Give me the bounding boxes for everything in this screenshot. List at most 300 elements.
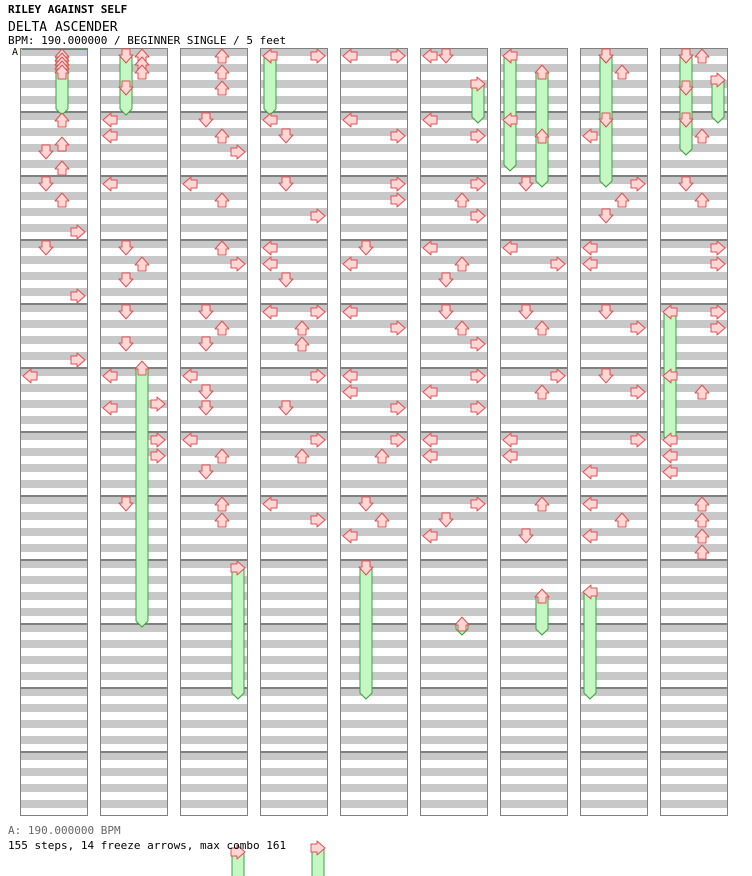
beat-stripe [20,208,88,216]
beat-stripe [500,736,568,744]
beat-stripe [660,176,728,184]
beat-stripe [420,704,488,712]
beat-stripe [20,480,88,488]
beat-stripe [180,304,248,312]
beat-stripe [100,80,168,88]
beat-stripe [20,736,88,744]
beat-stripe [500,624,568,632]
beat-stripe [260,448,328,456]
beat-stripe [580,768,648,776]
beat-stripe [20,512,88,520]
beat-stripe [20,384,88,392]
beat-stripe [660,704,728,712]
beat-stripe [100,288,168,296]
beat-stripe [100,384,168,392]
beat-stripe [260,480,328,488]
beat-stripe [580,560,648,568]
beat-stripe [420,784,488,792]
beat-stripe [500,512,568,520]
beat-stripe [100,352,168,360]
beat-stripe [660,800,728,808]
beat-stripe [580,512,648,520]
beat-stripe [420,416,488,424]
beat-stripe [340,272,408,280]
beat-stripe [340,512,408,520]
beat-stripe [100,768,168,776]
beat-stripe [260,656,328,664]
beat-stripe [420,688,488,696]
beat-stripe [500,560,568,568]
beat-stripe [580,224,648,232]
beat-stripe [660,720,728,728]
beat-stripe [660,656,728,664]
beat-stripe [260,752,328,760]
beat-stripe [580,48,648,56]
beat-stripe [100,784,168,792]
beat-stripe [100,752,168,760]
beat-stripe [580,368,648,376]
beat-stripe [580,112,648,120]
freeze-arrow-icon [360,568,372,699]
beat-stripe [260,160,328,168]
beat-stripe [500,784,568,792]
beat-stripe [500,656,568,664]
beat-stripe [20,112,88,120]
beat-stripe [340,752,408,760]
beat-stripe [500,720,568,728]
beat-stripe [260,288,328,296]
beat-stripe [420,64,488,72]
beat-stripe [20,80,88,88]
beat-stripe [20,240,88,248]
beat-stripe [20,192,88,200]
bpm-marker-line [22,49,88,50]
beat-stripe [260,464,328,472]
beat-stripe [340,768,408,776]
beat-stripe [100,736,168,744]
beat-stripe [420,160,488,168]
beat-stripe [20,672,88,680]
beat-stripe [180,272,248,280]
beat-stripe [20,624,88,632]
beat-stripe [340,352,408,360]
beat-stripe [660,160,728,168]
bpm-marker: A [12,47,19,58]
beat-stripe [20,784,88,792]
beat-stripe [340,576,408,584]
beat-stripe [500,496,568,504]
beat-stripe [260,592,328,600]
beat-stripe [340,704,408,712]
beat-stripe [580,288,648,296]
beat-stripe [420,576,488,584]
beat-stripe [580,784,648,792]
song-title: DELTA ASCENDER [8,20,118,35]
beat-stripe [260,528,328,536]
beat-stripe [420,656,488,664]
beat-stripe [340,64,408,72]
beat-stripe [180,752,248,760]
beat-stripe [100,544,168,552]
beat-stripe [580,304,648,312]
beat-stripe [660,784,728,792]
beat-stripe [180,496,248,504]
beat-stripe [100,528,168,536]
beat-stripe [20,592,88,600]
beat-stripe [260,688,328,696]
beat-stripe [20,752,88,760]
beat-stripe [100,160,168,168]
chart-info: BPM: 190.000000 / BEGINNER SINGLE / 5 feet [8,34,287,47]
beat-stripe [20,640,88,648]
freeze-arrow-icon [264,56,276,115]
beat-stripe [660,752,728,760]
beat-stripe [420,512,488,520]
beat-stripe [260,320,328,328]
beat-stripe [180,320,248,328]
beat-stripe [420,256,488,264]
beat-stripe [420,608,488,616]
beat-stripe [580,752,648,760]
beat-stripe [660,688,728,696]
beat-stripe [580,448,648,456]
beat-stripe [100,480,168,488]
beat-stripe [20,576,88,584]
beat-stripe [340,608,408,616]
beat-stripe [660,544,728,552]
beat-stripe [180,192,248,200]
beat-stripe [100,416,168,424]
beat-stripe [100,336,168,344]
beat-stripe [580,64,648,72]
beat-stripe [100,320,168,328]
beat-stripe [100,496,168,504]
beat-stripe [340,288,408,296]
beat-stripe [260,784,328,792]
beat-stripe [580,800,648,808]
beat-stripe [340,240,408,248]
beat-stripe [340,144,408,152]
beat-stripe [340,640,408,648]
beat-stripe [180,416,248,424]
beat-stripe [580,160,648,168]
beat-stripe [100,624,168,632]
beat-stripe [660,48,728,56]
beat-stripe [500,768,568,776]
beat-stripe [660,640,728,648]
beat-stripe [660,480,728,488]
beat-stripe [500,800,568,808]
beat-stripe [180,80,248,88]
beat-stripe [20,768,88,776]
beat-stripe [340,560,408,568]
beat-stripe [260,144,328,152]
beat-stripe [340,592,408,600]
beat-stripe [580,720,648,728]
beat-stripe [340,480,408,488]
freeze-arrow-icon [680,56,692,155]
chart-stats: 155 steps, 14 freeze arrows, max combo 161 [8,839,287,852]
beat-stripe [100,592,168,600]
beat-stripe [20,416,88,424]
beat-stripe [340,688,408,696]
beat-stripe [420,320,488,328]
beat-stripe [100,144,168,152]
beat-stripe [500,384,568,392]
beat-stripe [260,272,328,280]
beat-stripe [340,96,408,104]
beat-stripe [100,240,168,248]
beat-stripe [500,224,568,232]
beat-stripe [260,672,328,680]
beat-stripe [580,704,648,712]
right-arrow-icon [151,397,165,411]
beat-stripe [180,336,248,344]
beat-stripe [180,208,248,216]
beat-stripe [20,528,88,536]
beat-stripe [180,48,248,56]
beat-stripe [340,544,408,552]
beat-stripe [20,336,88,344]
beat-stripe [20,448,88,456]
bpm-readout: A: 190.000000 BPM [8,824,121,837]
beat-stripe [420,672,488,680]
beat-stripe [340,784,408,792]
beat-stripe [580,544,648,552]
beat-stripe [580,272,648,280]
beat-stripe [20,720,88,728]
beat-stripe [420,640,488,648]
beat-stripe [20,256,88,264]
beat-stripe [100,96,168,104]
beat-stripe [180,528,248,536]
beat-stripe [500,192,568,200]
beat-stripe [500,400,568,408]
beat-stripe [420,544,488,552]
beat-stripe [260,704,328,712]
beat-stripe [260,736,328,744]
beat-stripe [340,624,408,632]
beat-stripe [420,720,488,728]
beat-stripe [340,160,408,168]
beat-stripe [100,672,168,680]
beat-stripe [500,176,568,184]
beat-stripe [20,688,88,696]
beat-stripe [580,352,648,360]
beat-stripe [180,800,248,808]
beat-stripe [580,336,648,344]
beat-stripe [180,352,248,360]
beat-stripe [500,416,568,424]
beat-stripe [340,464,408,472]
beat-stripe [500,704,568,712]
beat-stripe [100,800,168,808]
beat-stripe [180,448,248,456]
beat-stripe [580,736,648,744]
beat-stripe [100,608,168,616]
beat-stripe [500,208,568,216]
beat-stripe [180,784,248,792]
beat-stripe [340,224,408,232]
beat-stripe [660,144,728,152]
beat-stripe [20,544,88,552]
beat-stripe [580,208,648,216]
beat-stripe [260,400,328,408]
beat-stripe [100,304,168,312]
beat-stripe [660,768,728,776]
beat-stripe [580,144,648,152]
beat-stripe [100,48,168,56]
beat-stripe [260,608,328,616]
beat-stripe [500,544,568,552]
beat-stripe [20,160,88,168]
beat-stripe [420,192,488,200]
beat-stripe [180,384,248,392]
beat-stripe [340,720,408,728]
beat-stripe [20,656,88,664]
beat-stripe [500,320,568,328]
beat-stripe [420,352,488,360]
beat-stripe [260,544,328,552]
beat-stripe [580,576,648,584]
beat-stripe [500,688,568,696]
beat-stripe [500,288,568,296]
beat-stripe [180,240,248,248]
beat-stripe [660,192,728,200]
beat-stripe [180,736,248,744]
beat-stripe [20,272,88,280]
beat-stripe [500,272,568,280]
beat-stripe [180,464,248,472]
beat-stripe [660,592,728,600]
beat-stripe [660,272,728,280]
beat-stripe [180,64,248,72]
beat-stripe [260,624,328,632]
beat-stripe [100,640,168,648]
beat-stripe [100,720,168,728]
beat-stripe [500,592,568,600]
beat-stripe [20,176,88,184]
beat-stripe [660,64,728,72]
beat-stripe [260,800,328,808]
beat-stripe [180,480,248,488]
beat-stripe [180,160,248,168]
beat-stripe [420,272,488,280]
beat-stripe [500,640,568,648]
beat-stripe [20,128,88,136]
beat-stripe [260,176,328,184]
beat-stripe [20,560,88,568]
beat-stripe [340,800,408,808]
beat-stripe [260,416,328,424]
beat-stripe [100,688,168,696]
beat-stripe [340,448,408,456]
beat-stripe [660,224,728,232]
beat-stripe [660,512,728,520]
beat-stripe [180,400,248,408]
beat-stripe [100,192,168,200]
beat-stripe [180,128,248,136]
beat-stripe [100,704,168,712]
beat-stripe [100,256,168,264]
beat-stripe [100,464,168,472]
beat-stripe [180,768,248,776]
beat-stripe [260,768,328,776]
beat-stripe [340,656,408,664]
beat-stripe [420,624,488,632]
beat-stripe [20,704,88,712]
beat-stripe [500,672,568,680]
beat-stripe [660,128,728,136]
beat-stripe [180,512,248,520]
beat-stripe [340,80,408,88]
beat-stripe [500,336,568,344]
beat-stripe [500,480,568,488]
beat-stripe [20,800,88,808]
beat-stripe [420,464,488,472]
beat-stripe [340,736,408,744]
beat-stripe [660,672,728,680]
beat-stripe [260,560,328,568]
beat-stripe [20,64,88,72]
beat-stripe [500,576,568,584]
beat-stripe [580,80,648,88]
beat-stripe [20,464,88,472]
beat-stripe [420,592,488,600]
beat-stripe [500,608,568,616]
beat-stripe [100,224,168,232]
beat-stripe [20,496,88,504]
beat-stripe [260,352,328,360]
beat-stripe [500,464,568,472]
beat-stripe [420,560,488,568]
beat-stripe [340,672,408,680]
artist-name: RILEY AGAINST SELF [8,3,128,16]
beat-stripe [420,736,488,744]
beat-stripe [20,400,88,408]
beat-stripe [660,560,728,568]
beat-stripe [180,544,248,552]
freeze-arrow-icon [584,592,596,699]
beat-stripe [260,192,328,200]
beat-stripe [420,304,488,312]
beat-stripe [420,144,488,152]
beat-stripe [580,96,648,104]
beat-stripe [180,704,248,712]
beat-stripe [180,224,248,232]
beat-stripe [340,208,408,216]
beat-stripe [420,224,488,232]
beat-stripe [340,496,408,504]
beat-stripe [180,96,248,104]
beat-stripe [580,192,648,200]
beat-stripe [180,288,248,296]
beat-stripe [660,608,728,616]
beat-stripe [580,416,648,424]
beat-stripe [420,768,488,776]
beat-stripe [500,752,568,760]
freeze-arrow-icon [232,568,244,699]
beat-stripe [100,576,168,584]
beat-stripe [420,480,488,488]
beat-stripe [660,528,728,536]
beat-stripe [660,496,728,504]
beat-stripe [20,432,88,440]
beat-stripe [340,416,408,424]
beat-stripe [100,512,168,520]
beat-stripe [260,336,328,344]
beat-stripe [180,720,248,728]
